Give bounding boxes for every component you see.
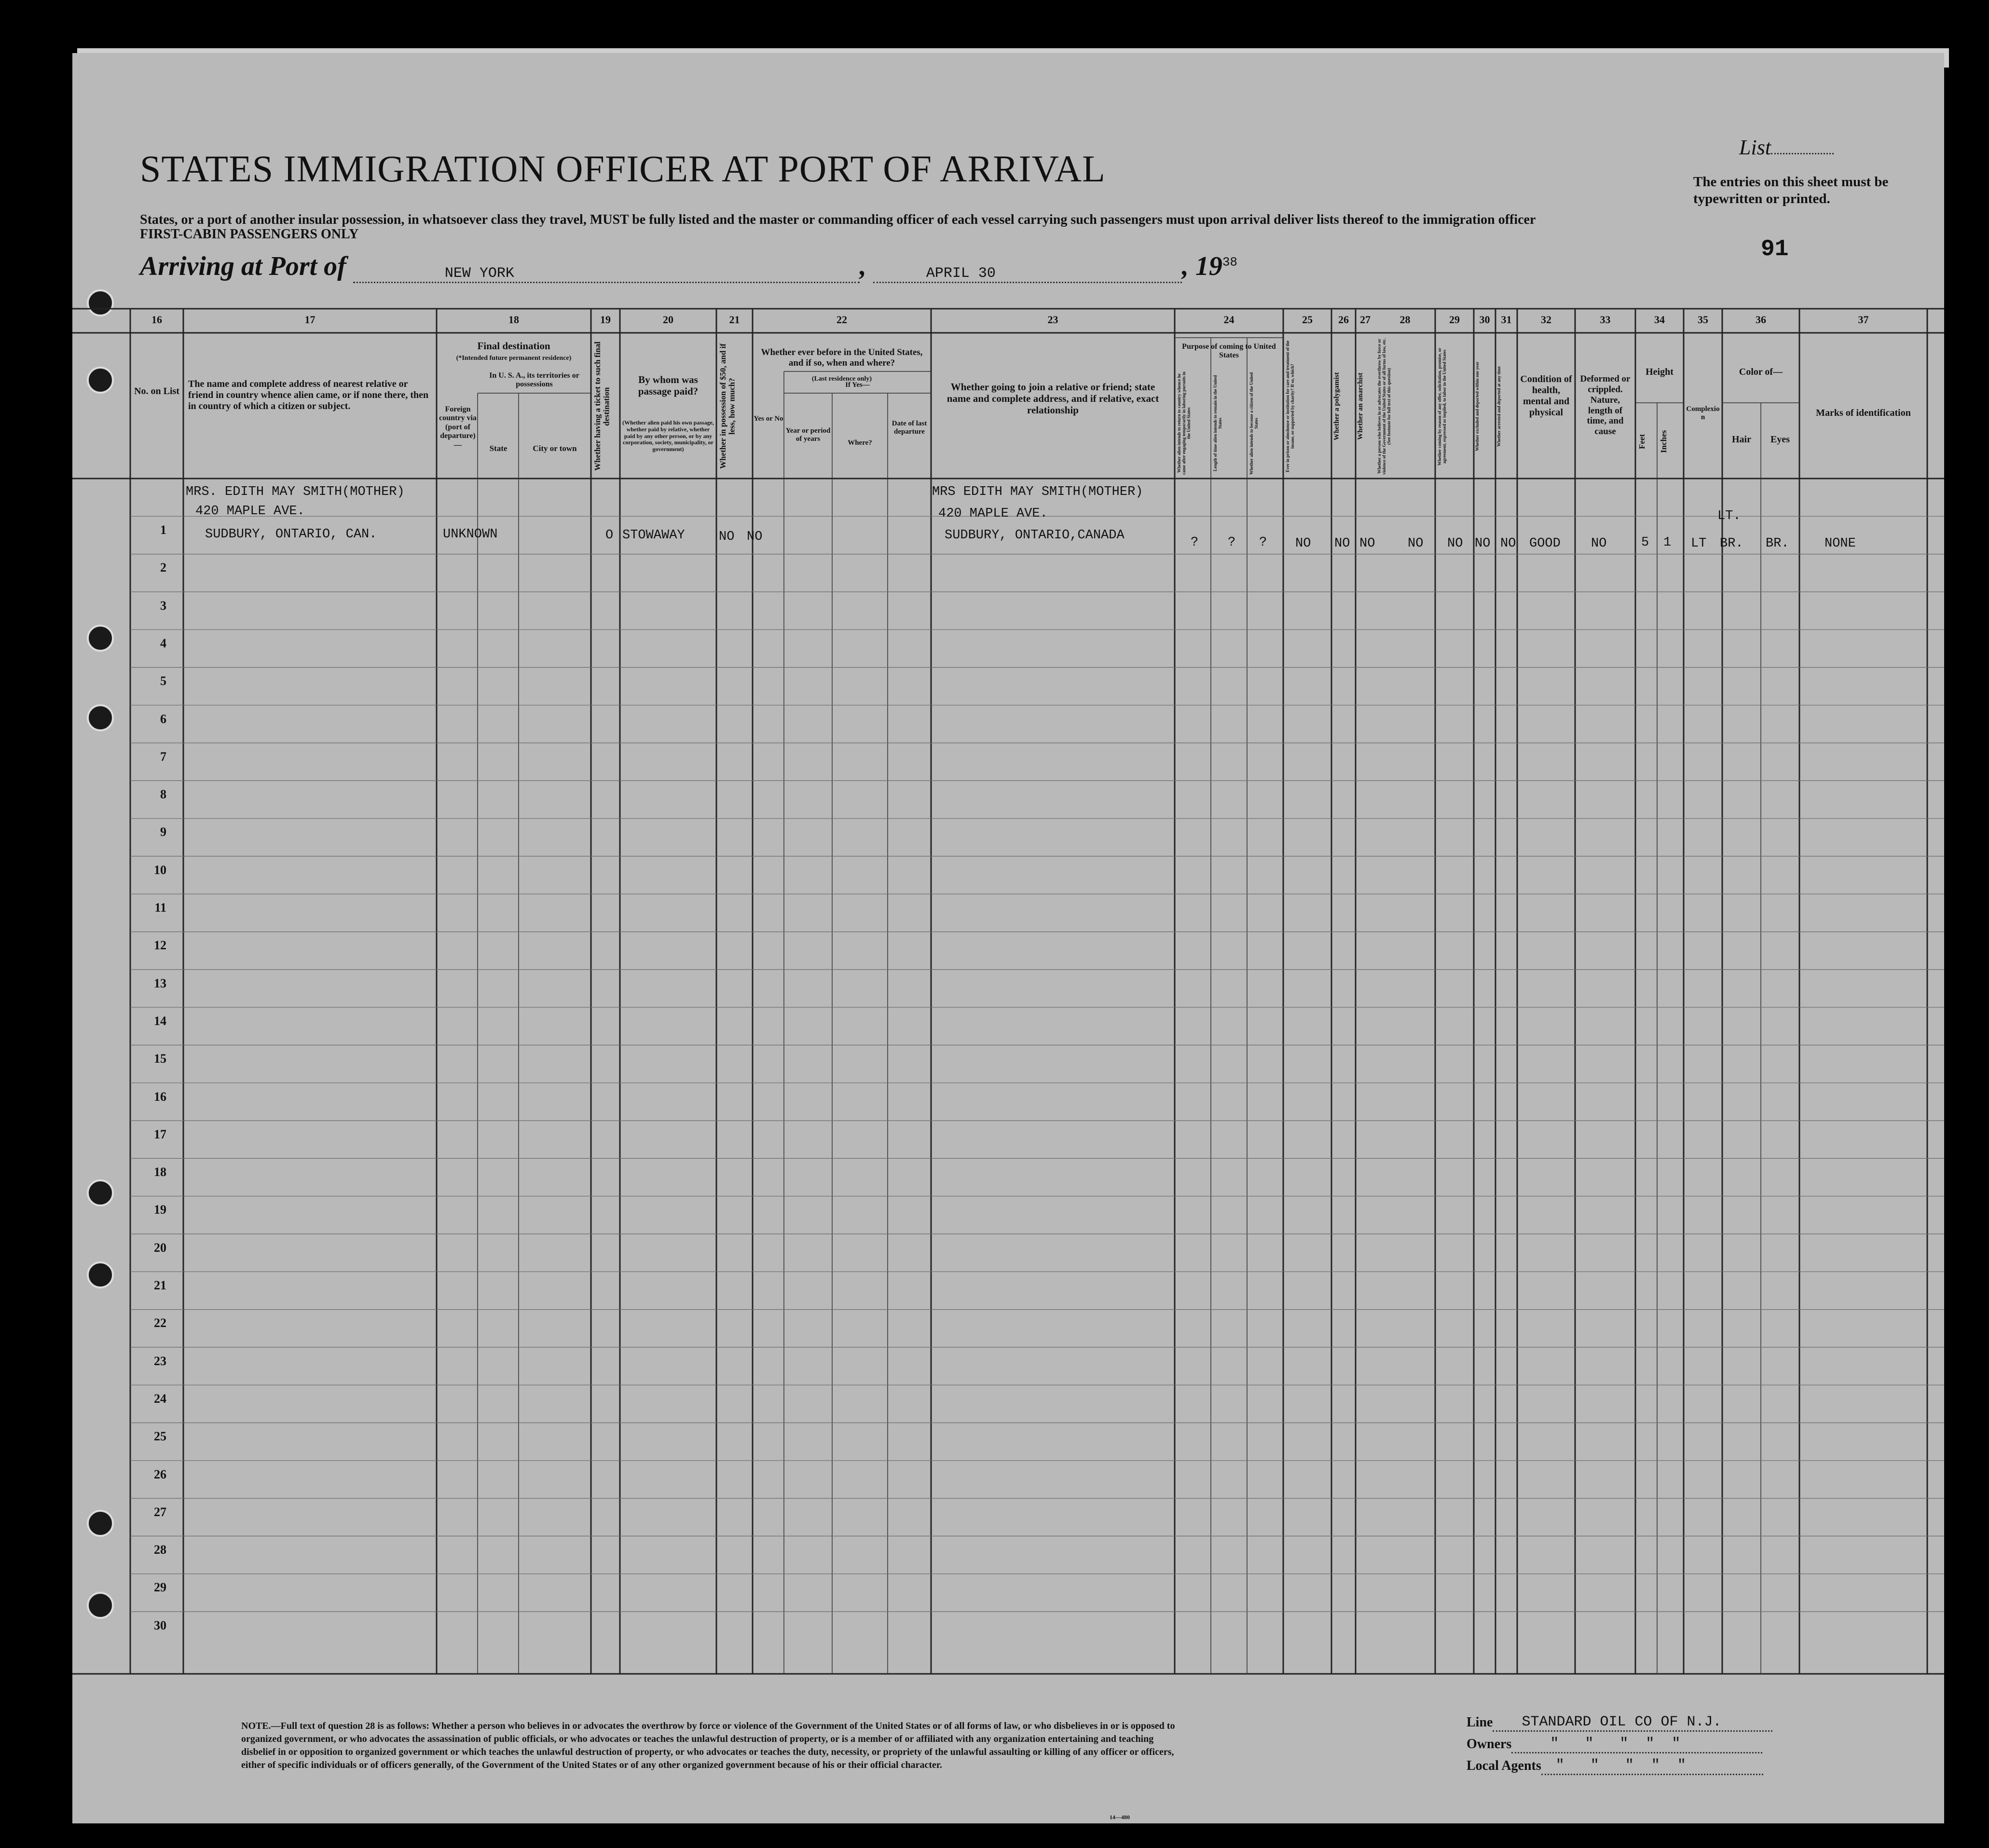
polygamist-value: NO — [1334, 536, 1350, 551]
excluded-value: NO — [1475, 536, 1491, 551]
header-nearest-relative: The name and complete address of nearest relative or friend in country whence alien came, or if none there, then in country of which a citizen or subject. — [188, 379, 429, 411]
header-purpose-return: Whether alien intends to return to country whence he came after engaging temporarily in laboring pursuits in the United States — [1177, 371, 1191, 475]
header-labor-offer: Whether coming by reason of any offer, solicitation, promise, or agreement, expressed or implied, to labor in the United States — [1437, 347, 1447, 465]
header-hair: Hair — [1732, 434, 1751, 445]
col-num: 30 — [1479, 314, 1490, 326]
header-no-on-list: No. on List — [134, 386, 179, 397]
row-number: 14 — [154, 1013, 166, 1028]
form-subtitle: States, or a port of another insular possession, in whatsoever class they travel, MUST be fully listed and the master or commanding officer of each vessel carrying such passengers must upon arrival deliver lists thereof to the immigration officer — [140, 212, 1536, 227]
col-num: 29 — [1449, 314, 1460, 326]
purpose-citizen-value: ? — [1259, 535, 1267, 550]
header-in-usa: In U. S. A., its territories or possessions — [489, 371, 579, 389]
header-complexion: Complexion — [1686, 405, 1720, 422]
col-num: 20 — [663, 314, 673, 326]
arrival-year: $19^{38}$ — [1195, 251, 1238, 281]
header-polygamist: Whether a polygamist — [1333, 372, 1341, 441]
row-number: 4 — [160, 636, 166, 650]
header-prison: Ever in prison or almshouse or institution for care and treatment of the insane, or supported by charity? If so, which? — [1285, 341, 1295, 472]
line-value: STANDARD OIL CO OF N.J. — [1522, 1714, 1722, 1730]
header-money: Whether in possession of $50, and if less, how much? — [718, 343, 737, 469]
row-number: 7 — [160, 749, 166, 764]
ever-before-value: NO — [747, 530, 763, 544]
header-yes-no: Yes or No — [754, 415, 783, 423]
row-number: 17 — [154, 1127, 166, 1141]
row-number: 30 — [154, 1618, 166, 1632]
row-number: 15 — [154, 1052, 166, 1066]
health-value: GOOD — [1529, 536, 1561, 551]
header-marks: Marks of identification — [1816, 408, 1911, 418]
header-ever-before-sub: (Last residence only) — [811, 375, 872, 383]
typewritten-instruction: The entries on this sheet must be typewritten or printed. — [1693, 174, 1889, 206]
complexion-value: LT — [1691, 536, 1707, 551]
arrival-date: APRIL 30 — [926, 265, 996, 282]
col-num: 35 — [1698, 314, 1708, 326]
header-excluded: Whether excluded and deported within one year — [1475, 361, 1480, 452]
row-number: 3 — [160, 598, 166, 613]
feet-value: 5 — [1641, 535, 1649, 550]
relative-city: SUDBURY, ONTARIO, CAN. — [205, 527, 377, 542]
hair-shade-value: LT. — [1717, 509, 1741, 523]
first-cabin-note: FIRST-CABIN PASSENGERS ONLY — [140, 227, 359, 242]
row-number: 5 — [160, 674, 166, 688]
row-number: 2 — [160, 561, 166, 575]
col-num: 28 — [1399, 314, 1411, 326]
col-num: 34 — [1654, 314, 1665, 326]
col-num: 33 — [1600, 314, 1611, 326]
row-number: 8 — [160, 787, 166, 802]
money-value: NO — [719, 530, 735, 544]
ticket-value: O — [605, 528, 614, 543]
col-num: 18 — [508, 314, 519, 326]
header-if-yes: If Yes— — [845, 381, 870, 389]
header-ticket: Whether having a ticket to such final destination — [593, 342, 611, 471]
joining-name: MRS EDITH MAY SMITH(MOTHER) — [932, 485, 1143, 499]
arrival-label: Arriving at Port of — [140, 251, 346, 281]
relative-name: MRS. EDITH MAY SMITH(MOTHER) — [186, 485, 405, 499]
header-purpose-length: Length of time alien intends to remain in the United States — [1213, 375, 1222, 472]
row-number: 27 — [154, 1505, 166, 1519]
arrival-port: NEW YORK — [444, 265, 514, 282]
row-number: 1 — [160, 523, 166, 537]
header-feet: Feet — [1637, 434, 1646, 449]
row-number: 12 — [154, 938, 166, 953]
header-foreign-country: Foreign country via (port of departure)— — [439, 405, 477, 449]
header-last-departure: Date of last departure — [892, 420, 927, 436]
row-number: 21 — [154, 1278, 166, 1292]
hair-value: BR. — [1720, 536, 1743, 551]
header-ever-before: Whether ever before in the United States, and if so, when and where? — [761, 347, 923, 368]
col-num: 23 — [1047, 314, 1058, 326]
col-num: 21 — [729, 314, 740, 326]
inches-value: 1 — [1663, 535, 1672, 550]
row-number: 18 — [154, 1165, 166, 1179]
row-number: 9 — [160, 825, 166, 839]
form-number: 14—480 — [1110, 1814, 1130, 1821]
header-purpose-citizen: Whether alien intends to become a citizen of the United States — [1249, 372, 1259, 475]
deported-value: NO — [1500, 536, 1516, 551]
anarchist-value: NO — [1359, 536, 1375, 551]
header-height: Height — [1646, 367, 1674, 377]
relative-street: 420 MAPLE AVE. — [195, 504, 305, 519]
row-number: 25 — [154, 1429, 166, 1444]
row-number: 16 — [154, 1089, 166, 1104]
header-deported: Whether arrested and deported at any time — [1496, 366, 1501, 447]
header-health: Condition of health, mental and physical — [1520, 374, 1572, 418]
owners-value: " " " " " — [1550, 1736, 1681, 1752]
header-joining: Whether going to join a relative or friend; state name and complete address, and if relative, exact relationship — [946, 381, 1159, 416]
local-agents-value: " " " " " — [1555, 1757, 1686, 1774]
row-number: 6 — [160, 712, 166, 726]
col-num: 19 — [600, 314, 611, 326]
list-label: List — [1739, 135, 1834, 160]
header-final-destination: Final destination — [477, 340, 550, 352]
row-number: 11 — [154, 901, 166, 915]
row-number: 24 — [154, 1391, 166, 1406]
header-passage-paid: By whom was passage paid? — [638, 374, 699, 397]
header-final-destination-sub: (*Intended future permanent residence) — [456, 355, 572, 362]
col-num: 17 — [304, 314, 315, 326]
labor-offer-value: NO — [1447, 536, 1463, 551]
col-num: 25 — [1302, 314, 1313, 326]
col-num: 31 — [1501, 314, 1512, 326]
owners-field: Owners " " " " " — [1467, 1737, 1762, 1753]
col-num: 24 — [1223, 314, 1235, 326]
form-title: STATES IMMIGRATION OFFICER AT PORT OF ARRIVAL — [140, 148, 1106, 190]
passage-paid-value: STOWAWAY — [622, 528, 685, 543]
question-28-footnote: NOTE.—Full text of question 28 is as follows: Whether a person who believes in or advocates the overthrow by force or violence of the Government of the United States or of all forms of law, or who disbelieves in or is opposed to organized government, or who advocates the assassination of public officials, or who advocates or teaches the unlawful destruction of property, or is a member of or affiliated with any organization entertaining and teaching disbelief in or opposition to organized government or which teaches the unlawful destruction of property, or who advocates or teaches the duty, necessity, or propriety of the unlawful assaulting or killing of any officer or officers, either of specific individuals or of officers generally, of the Government of the United States or of any other organized government because of his or their official character. — [241, 1721, 1175, 1770]
col-num: 32 — [1541, 314, 1551, 326]
header-anarchist: Whether an anarchist — [1357, 372, 1364, 440]
header-state: State — [489, 444, 508, 453]
col-num: 27 — [1360, 314, 1371, 326]
row-number: 29 — [154, 1580, 166, 1595]
row-number: 28 — [154, 1543, 166, 1557]
row-number: 22 — [154, 1316, 166, 1330]
prison-value: NO — [1295, 536, 1311, 551]
row-number: 19 — [154, 1203, 166, 1217]
header-city: City or town — [533, 444, 577, 453]
header-year-period: Year or period of years — [785, 427, 831, 443]
arrival-line: Arriving at Port of NEW YORK , APRIL 30 , $19^{38}$ — [140, 251, 1237, 283]
header-inches: Inches — [1659, 430, 1668, 453]
marks-value: NONE — [1824, 536, 1856, 551]
line-field: Line STANDARD OIL CO OF N.J. — [1467, 1715, 1772, 1732]
row-number: 26 — [154, 1467, 166, 1481]
col-num: 37 — [1858, 314, 1869, 326]
col-num: 36 — [1756, 314, 1766, 326]
col-num: 22 — [837, 314, 847, 326]
header-where: Where? — [848, 439, 872, 447]
foreign-country-value: UNKNOWN — [443, 527, 498, 542]
header-purpose: Purpose of coming to United States — [1182, 342, 1276, 360]
purpose-return-value: ? — [1191, 535, 1199, 550]
row-number: 20 — [154, 1240, 166, 1255]
eyes-value: BR. — [1766, 536, 1789, 551]
header-color: Color of— — [1739, 367, 1783, 377]
row-number: 13 — [154, 976, 166, 990]
purpose-length-value: ? — [1228, 535, 1236, 550]
header-passage-paid-sub: (Whether alien paid his own passage, whether paid by relative, whether paid by any other person, or by any corporation, society, municipality, or government) — [622, 419, 714, 453]
row-number: 10 — [154, 862, 166, 877]
header-overthrow: Whether a person who believes in or advocates the overthrow by force or violence of the Government of the United States or of all forms of law, etc. (See footnote for full text of this question) — [1377, 338, 1391, 475]
local-agents-field: Local Agents " " " " " — [1467, 1758, 1763, 1775]
joining-city: SUDBURY, ONTARIO,CANADA — [945, 528, 1125, 543]
header-eyes: Eyes — [1770, 434, 1790, 445]
row-number: 23 — [154, 1354, 166, 1368]
col-num: 26 — [1338, 314, 1349, 326]
deformed-value: NO — [1591, 536, 1607, 551]
col-num: 16 — [151, 314, 162, 326]
joining-street: 420 MAPLE AVE. — [938, 506, 1048, 521]
overthrow-value: NO — [1408, 536, 1424, 551]
sheet-number: 91 — [1761, 236, 1789, 262]
header-deformed: Deformed or crippled. Nature, length of time, and cause — [1580, 374, 1631, 437]
